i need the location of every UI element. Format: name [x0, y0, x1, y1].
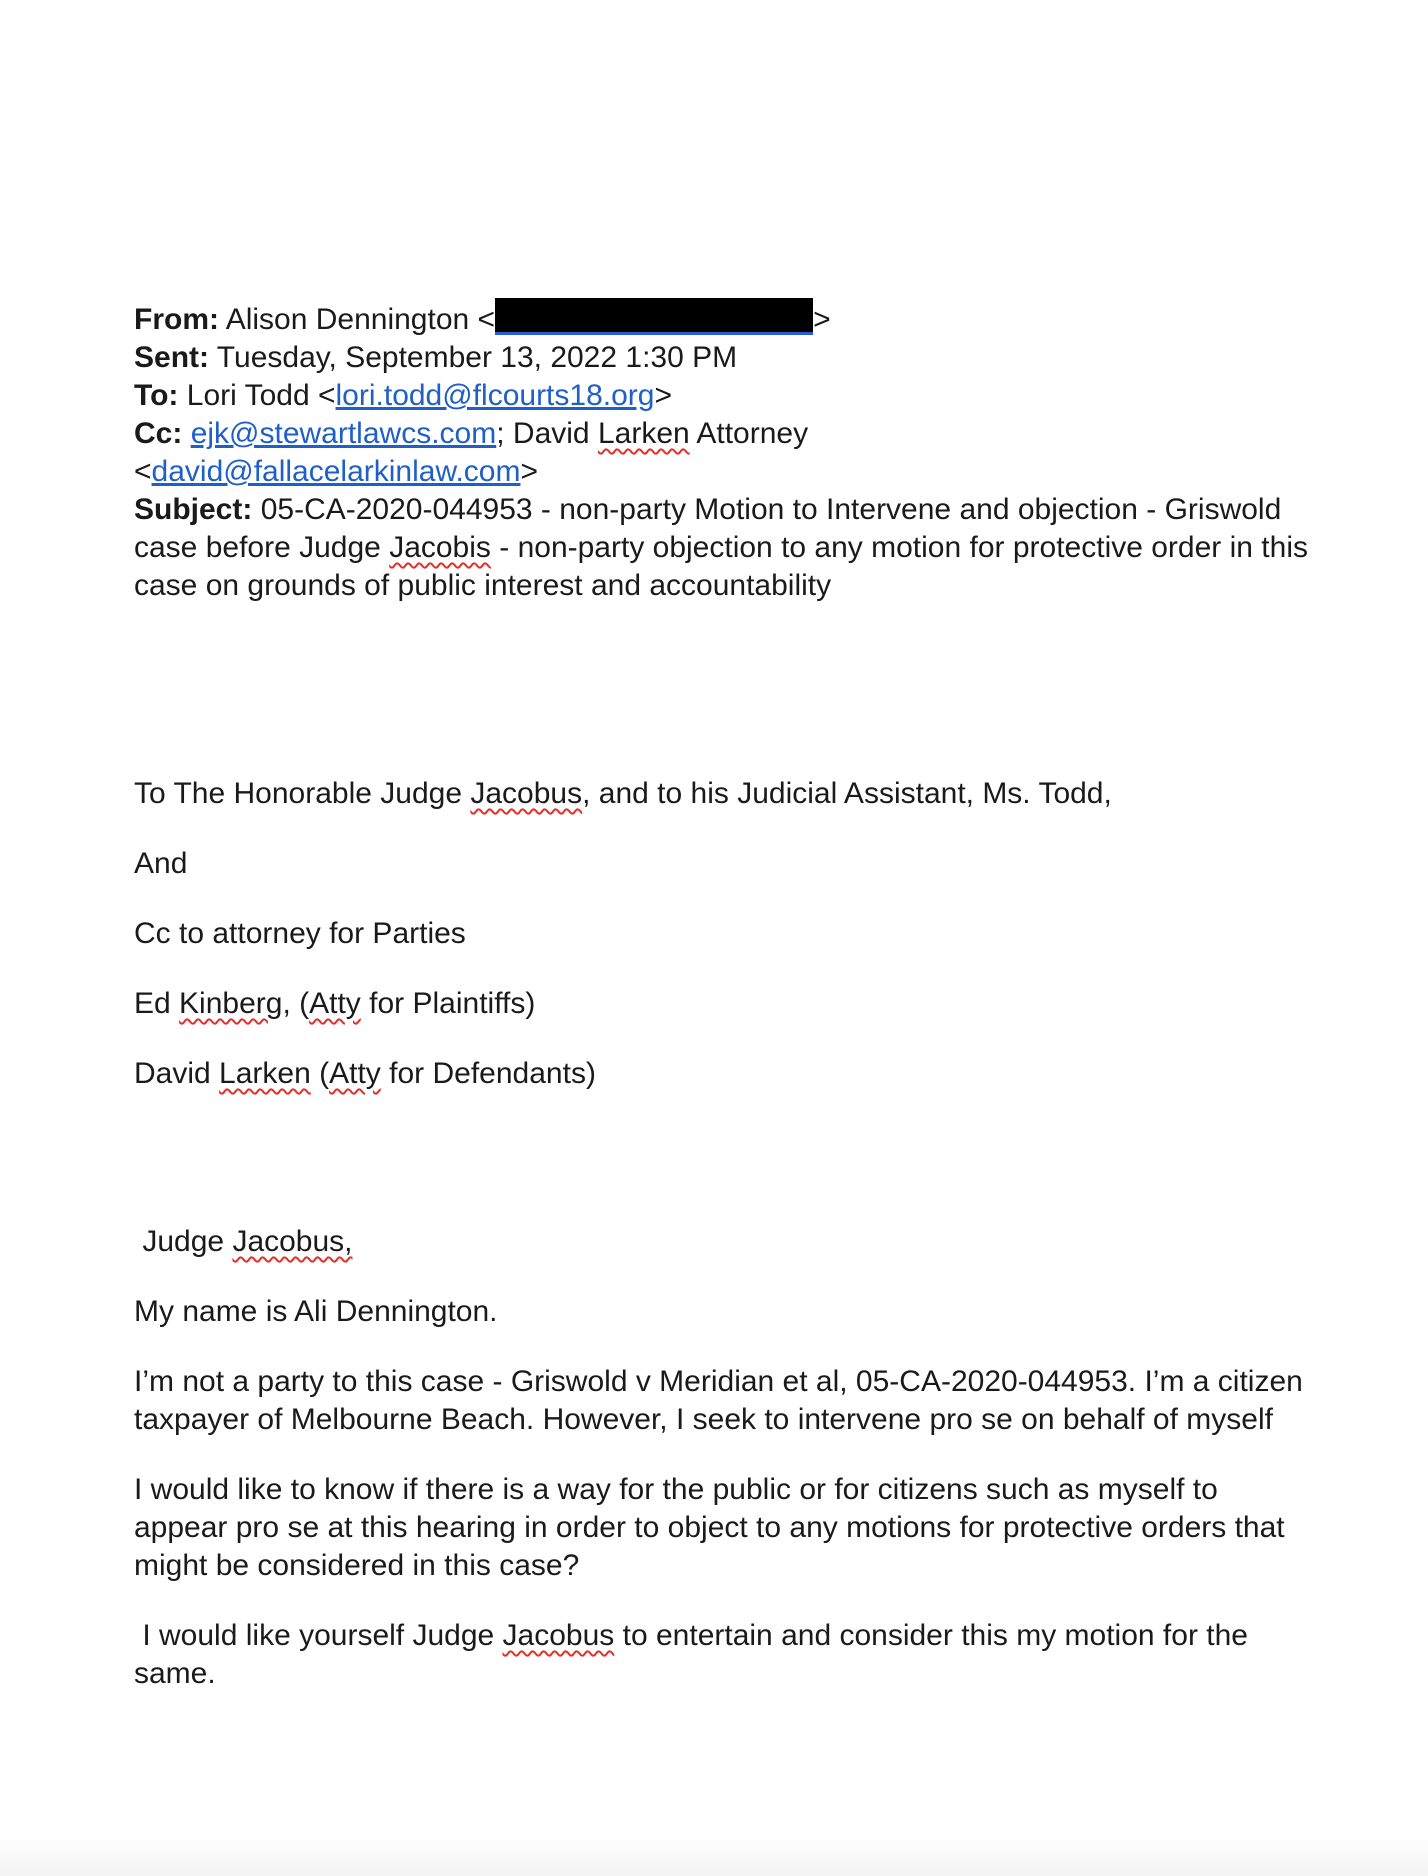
sent-line [134, 339, 1314, 377]
from-label: From: [134, 303, 219, 336]
paragraph-name: My name is Ali Dennington. [134, 1295, 498, 1328]
subject-line [134, 491, 1314, 605]
page-bottom-shadow [0, 1836, 1428, 1876]
judge-greeting: Judge Jacobus, [142, 1225, 353, 1258]
to-name: Lori Todd [186, 379, 310, 412]
from-name: Alison Dennington [225, 303, 470, 336]
cc-email-link-2[interactable]: david@fallacelarkinlaw.com [151, 455, 521, 488]
attorney-plaintiffs: Ed Kinberg, (Atty for Plaintiffs) [134, 987, 536, 1020]
cc-separator: ; [496, 417, 505, 450]
email-document [134, 298, 1314, 1725]
cc-name-spellcheck: Larken [597, 417, 690, 450]
to-email-link[interactable]: lori.todd@flcourts18.org [335, 379, 655, 412]
cc-email-link-1[interactable]: ejk@stewartlawcs.com [190, 417, 497, 450]
and-line: And [134, 847, 188, 880]
redacted-email-block [495, 298, 813, 335]
paragraph-motion: I would like yourself Judge Jacobus to entertain and consider this my motion for the same. [134, 1619, 1248, 1690]
salutation-spellcheck: Jacobus [470, 777, 583, 810]
subject-text-1: 05-CA-2020-044953 - non-party Motion to Intervene and objection - Griswold case before Judge [134, 493, 1282, 564]
attorney-defendants: David Larken (Atty for Defendants) [134, 1057, 596, 1090]
paragraph-not-party: I’m not a party to this case - Griswold v Meridian et al, 05-CA-2020-044953. I’m a citizen taxpayer of Melbourne Beach. However, I seek to intervene pro se on behalf of myself [134, 1365, 1303, 1436]
sent-value: Tuesday, September 13, 2022 1:30 PM [216, 341, 738, 374]
cc-line: Cc: ejk@stewartlawcs.com; David Larken Attorney <david@fallacelarkinlaw.com> [134, 417, 809, 488]
sent-label: Sent: [134, 341, 209, 374]
subject-label: Subject: [134, 493, 253, 526]
salutation: To The Honorable Judge Jacobus, and to his Judicial Assistant, Ms. Todd, [134, 777, 1112, 810]
cc-label: Cc: [134, 417, 183, 450]
paragraph-appear: I would like to know if there is a way for the public or for citizens such as myself to appear pro se at this hearing in order to object to any motions for protective orders that might be considered in this case? [134, 1473, 1285, 1582]
to-line: To: Lori Todd <lori.todd@flcourts18.org> [134, 379, 672, 412]
to-label: To: [134, 379, 179, 412]
subject-text-2: - non-party objection to any motion for protective order in this case on grounds of public interest and accountability [134, 531, 1308, 602]
cc-name-first: David [512, 417, 590, 450]
cc-attorneys-line: Cc to attorney for Parties [134, 917, 466, 950]
cc-name-title: Attorney [696, 417, 809, 450]
subject-spellcheck: Jacobis [389, 531, 491, 564]
from-line: From: Alison Dennington < > [134, 298, 1314, 339]
